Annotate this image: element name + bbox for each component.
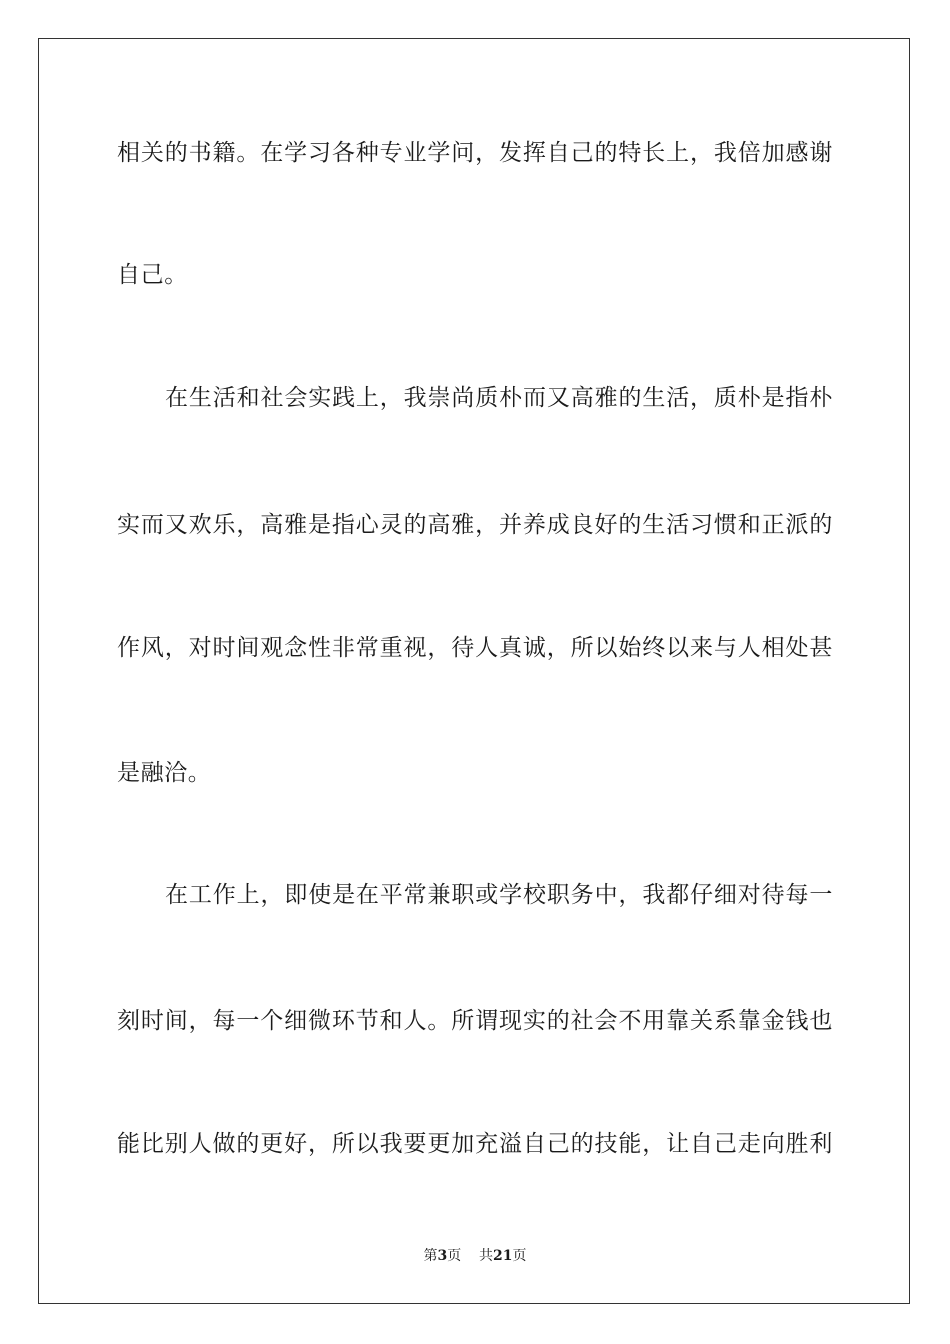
paragraph-line-7: 在工作上，即使是在平常兼职或学校职务中，我都仔细对待每一 — [165, 882, 833, 908]
total-pages: 21 — [493, 1248, 513, 1264]
total-suffix: 页 — [512, 1248, 527, 1264]
page-number: 3 — [437, 1248, 448, 1264]
paragraph-line-9: 能比别人做的更好，所以我要更加充溢自己的技能，让自己走向胜利 — [117, 1131, 833, 1157]
paragraph-line-5: 作风，对时间观念性非常重视，待人真诚，所以始终以来与人相处甚 — [117, 635, 833, 661]
page-footer — [0, 1246, 950, 1266]
paragraph-line-1: 相关的书籍。在学习各种专业学问，发挥自己的特长上，我倍加感谢 — [117, 140, 833, 166]
paragraph-line-2: 自己。 — [117, 262, 188, 288]
page-prefix: 第 — [423, 1248, 438, 1264]
paragraph-line-6: 是融洽。 — [117, 760, 212, 786]
paragraph-line-4: 实而又欢乐，高雅是指心灵的高雅，并养成良好的生活习惯和正派的 — [117, 512, 833, 538]
paragraph-line-3: 在生活和社会实践上，我崇尚质朴而又高雅的生活，质朴是指朴 — [165, 385, 833, 411]
total-prefix: 共 — [479, 1248, 494, 1264]
paragraph-line-8: 刻时间，每一个细微环节和人。所谓现实的社会不用靠关系靠金钱也 — [117, 1008, 833, 1034]
page-border — [38, 38, 910, 1304]
page-suffix: 页 — [447, 1248, 462, 1264]
